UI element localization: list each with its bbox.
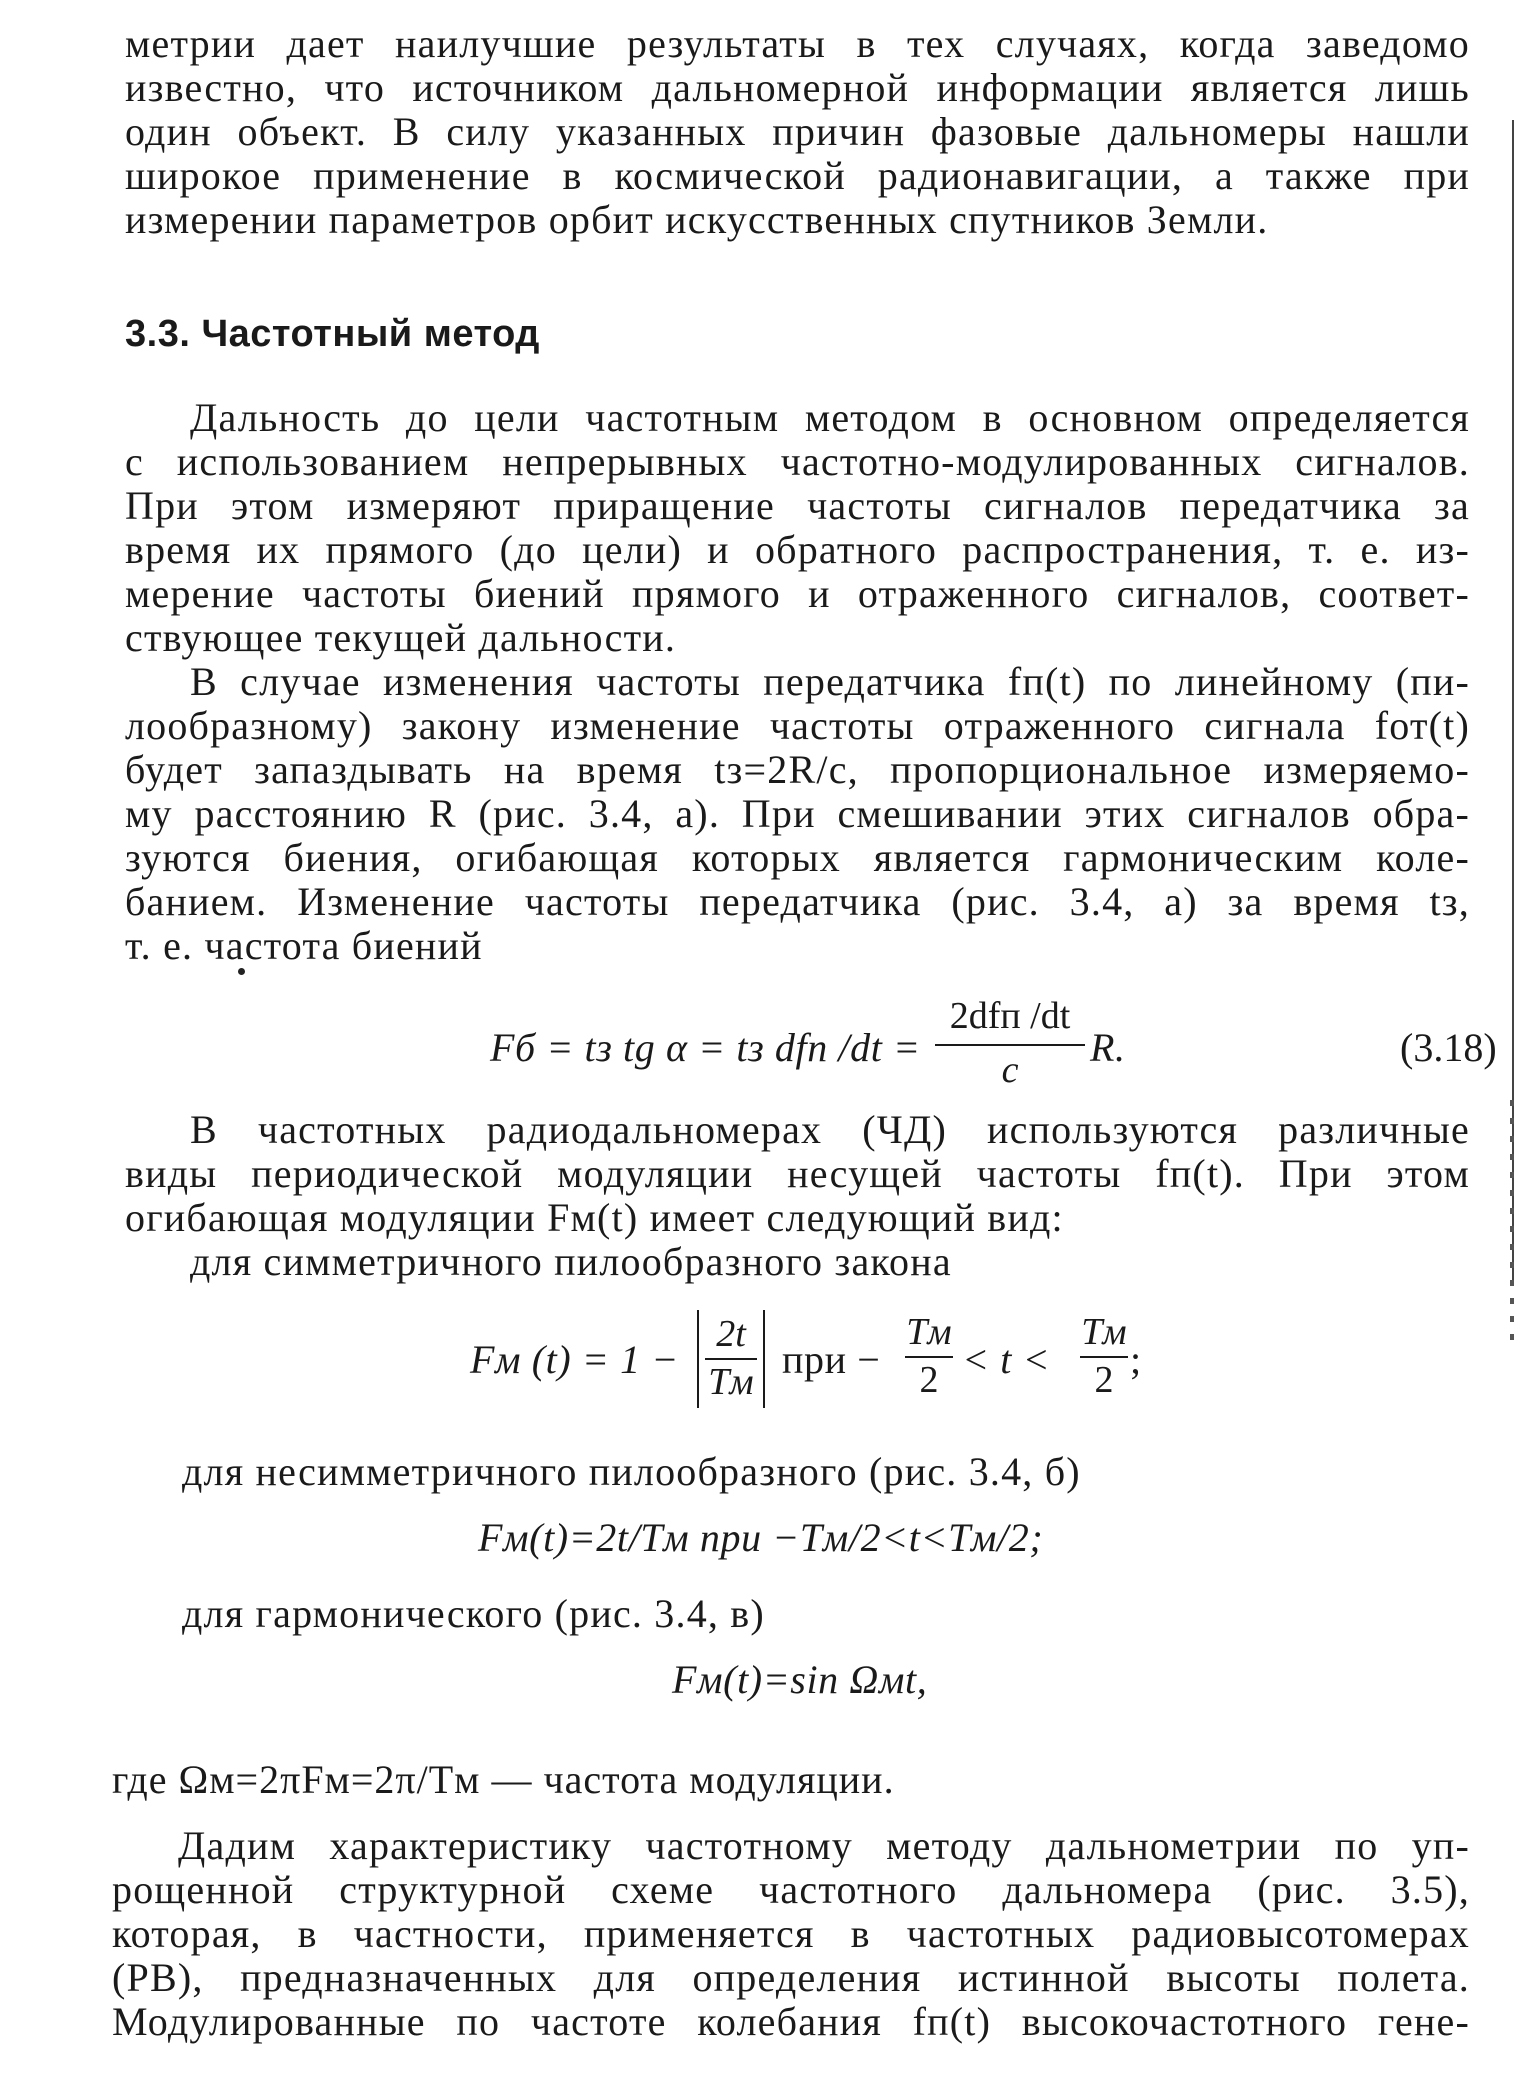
text-line: лообразному) закону изменение частоты отраженного сигнала fот(t): [125, 703, 1470, 748]
equation-sym-frac1-numerator: Tм: [906, 1311, 952, 1353]
text-line: где Ωм=2πFм=2π/Tм — частота модуляции.: [112, 1757, 895, 1802]
text-line: Дадим характеристику частотному методу дальнометрии по уп-: [178, 1823, 1470, 1868]
text-line: для симметричного пилообразного закона: [190, 1239, 952, 1284]
text-line: для несимметричного пилообразного (рис. 3.4, б): [182, 1449, 1081, 1494]
text-line: широкое применение в космической радионавигации, а также при: [125, 153, 1470, 198]
text-line: время их прямого (до цели) и обратного распространения, т. е. из-: [125, 527, 1470, 572]
equation-sym-frac1-denominator: 2: [919, 1359, 939, 1401]
scan-margin-dots: [1510, 1100, 1514, 1340]
text-line: мерение частоты биений прямого и отраженного сигналов, соответ-: [125, 571, 1470, 616]
text-line: метрии дает наилучшие результаты в тех случаях, когда заведомо: [125, 21, 1470, 66]
equation-318-denominator: c: [1001, 1049, 1019, 1091]
text-line: му расстоянию R (рис. 3.4, а). При смешивании этих сигналов обра-: [125, 791, 1470, 836]
text-line: которая, в частности, применяется в частотных радиовысотомерах: [112, 1911, 1470, 1956]
text-line: ствующее текущей дальности.: [125, 615, 677, 660]
text-line: В частотных радиодальномерах (ЧД) используются различные: [190, 1107, 1470, 1152]
equation-asym: Fм(t)=2t/Tм при −Tм/2<t<Tм/2;: [478, 1515, 1044, 1560]
equation-number: (3.18): [1400, 1025, 1497, 1070]
equation-harm: Fм(t)=sin Ωмt,: [672, 1657, 928, 1702]
fraction-bar: [1080, 1356, 1128, 1358]
text-line: будет запаздывать на время tз=2R/c, пропорциональное измеряемо-: [125, 747, 1470, 792]
equation-sym-end: ;: [1130, 1337, 1142, 1382]
fraction-bar: [935, 1044, 1085, 1046]
equation-sym-abs-numerator: 2t: [716, 1313, 746, 1355]
equation-sym-frac2-denominator: 2: [1094, 1359, 1114, 1401]
equation-318-lhs: Fб = tз tg α = tз dfп /dt =: [490, 1025, 921, 1070]
equation-sym-frac2-numerator: Tм: [1081, 1311, 1127, 1353]
scan-speck: [238, 968, 245, 975]
text-line: виды периодической модуляции несущей частоты fп(t). При этом: [125, 1151, 1470, 1196]
equation-318-rhs: R.: [1090, 1025, 1126, 1070]
text-line: Модулированные по частоте колебания fп(t) высокочастотного гене-: [112, 1999, 1470, 2044]
equation-sym-abs-denominator: Tм: [708, 1361, 754, 1403]
text-line: измерении параметров орбит искусственных спутников Земли.: [125, 197, 1269, 242]
abs-bar-left: [697, 1310, 699, 1408]
text-line: известно, что источником дальномерной информации является лишь: [125, 65, 1470, 110]
text-line: т. е. частота биений: [125, 923, 483, 968]
section-heading: 3.3. Частотный метод: [125, 313, 540, 355]
text-line: зуются биения, огибающая которых является гармоническим коле-: [125, 835, 1470, 880]
equation-318-numerator: 2dfп /dt: [949, 995, 1071, 1037]
text-line: для гармонического (рис. 3.4, в): [182, 1591, 765, 1636]
text-line: огибающая модуляции Fм(t) имеет следующий вид:: [125, 1195, 1064, 1240]
fraction-bar: [705, 1358, 757, 1360]
equation-sym-mid: при −: [782, 1337, 881, 1382]
equation-sym-lhs: Fм (t) = 1 −: [470, 1337, 679, 1382]
fraction-bar: [905, 1356, 953, 1358]
text-line: В случае изменения частоты передатчика fп(t) по линейному (пи-: [190, 659, 1470, 704]
text-line: Дальность до цели частотным методом в основном определяется: [190, 395, 1470, 440]
text-line: (РВ), предназначенных для определения истинной высоты полета.: [112, 1955, 1470, 2000]
text-line: При этом измеряют приращение частоты сигналов передатчика за: [125, 483, 1470, 528]
abs-bar-right: [763, 1310, 765, 1408]
equation-sym-between: < t <: [962, 1337, 1051, 1382]
text-line: рощенной структурной схеме частотного дальномера (рис. 3.5),: [112, 1867, 1470, 1912]
text-line: с использованием непрерывных частотно-модулированных сигналов.: [125, 439, 1470, 484]
text-line: банием. Изменение частоты передатчика (рис. 3.4, а) за время tз,: [125, 879, 1470, 924]
text-line: один объект. В силу указанных причин фазовые дальномеры нашли: [125, 109, 1470, 154]
